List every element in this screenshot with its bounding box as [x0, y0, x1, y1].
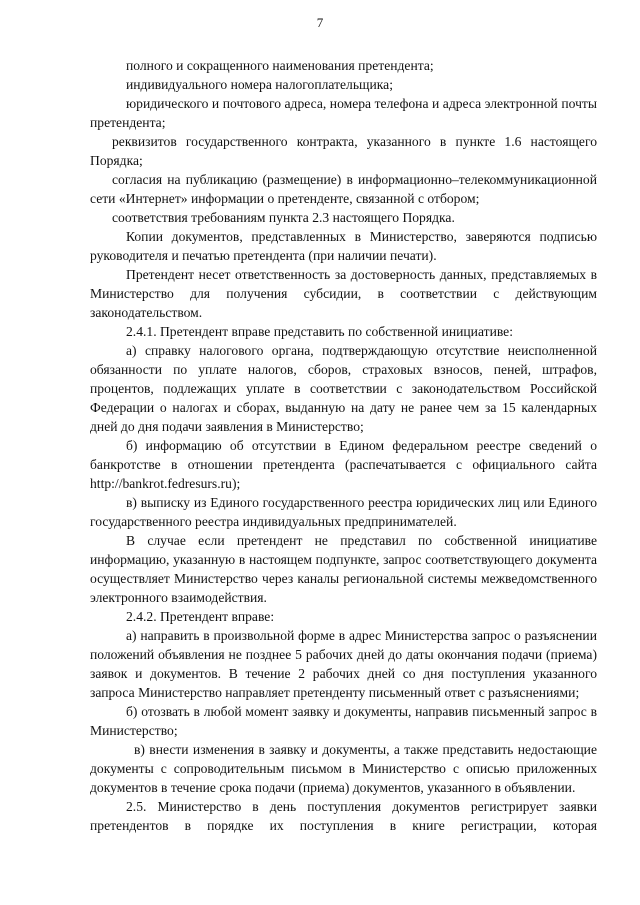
paragraph-6: соответствия требованиям пункта 2.3 настоящего Порядка.: [112, 210, 455, 225]
paragraph-18: 2.5. Министерство в день поступления документов регистрирует заявки претендентов в порядке их поступления в книге регистрации, которая: [90, 799, 597, 833]
paragraph-13: В случае если претендент не представил по собственной инициативе информацию, указанную в настоящем подпункте, запрос соответствующего документа осуществляет Министерство через каналы региональной системы межведомственного электронного взаимодействия.: [90, 533, 597, 605]
paragraph-5: согласия на публикацию (размещение) в информационно–телекоммуникационной сети «Интернет» информации о претенденте, связанной с отбором;: [90, 172, 597, 206]
paragraph-14: 2.4.2. Претендент вправе:: [126, 609, 275, 624]
paragraph-9: 2.4.1. Претендент вправе представить по собственной инициативе:: [126, 324, 513, 339]
paragraph-11: б) информацию об отсутствии в Едином федеральном реестре сведений о банкротстве в отношении претендента (распечатывается с официального сайта http://bankrot.fedresurs.ru);: [90, 438, 597, 491]
paragraph-15: а) направить в произвольной форме в адрес Министерства запрос о разъяснении положений объявления не позднее 5 рабочих дней до даты окончания подачи (приема) заявок и документов. В течение 2 рабочих дней со дня поступления указанного запроса Министерство направляет претенденту письменный ответ с разъяснениями;: [90, 628, 597, 700]
paragraph-4: реквизитов государственного контракта, указанного в пункте 1.6 настоящего Порядка;: [90, 134, 597, 168]
paragraph-7: Копии документов, представленных в Министерство, заверяются подписью руководителя и печатью претендента (при наличии печати).: [90, 229, 597, 263]
paragraph-17: в) внести изменения в заявку и документы, а также представить недостающие документы с сопроводительным письмом в Министерство с описью приложенных документов в течение срока подачи (приема) документов, указанного в объявлении.: [90, 742, 597, 795]
paragraph-8: Претендент несет ответственность за достоверность данных, представляемых в Министерство для получения субсидии, в соответствии с действующим законодательством.: [90, 267, 597, 320]
paragraph-16: б) отозвать в любой момент заявку и документы, направив письменный запрос в Министерство;: [90, 704, 597, 738]
paragraph-2: индивидуального номера налогоплательщика;: [126, 77, 393, 92]
document-body: [90, 56, 597, 835]
paragraph-12: в) выписку из Единого государственного реестра юридических лиц или Единого государственного реестра индивидуальных предпринимателей.: [90, 495, 597, 529]
paragraph-1: полного и сокращенного наименования претендента;: [126, 58, 434, 73]
paragraph-3: юридического и почтового адреса, номера телефона и адреса электронной почты претендента;: [90, 96, 597, 130]
page-number: 7: [316, 15, 324, 30]
paragraph-10: а) справку налогового органа, подтверждающую отсутствие неисполненной обязанности по уплате налогов, сборов, страховых взносов, пеней, штрафов, процентов, подлежащих уплате в соответствии с законодательством Российской Федерации о налогах и сборах, выданную на дату не ранее чем за 15 календарных дней до дня подачи заявления в Министерство;: [90, 343, 597, 434]
